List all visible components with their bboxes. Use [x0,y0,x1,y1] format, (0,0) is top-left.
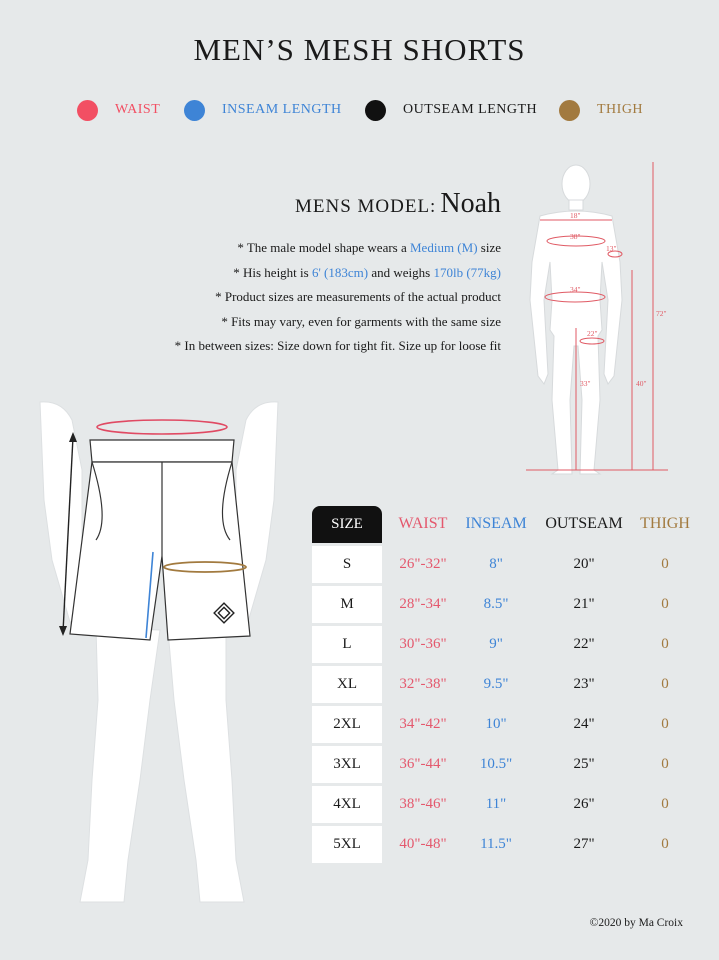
cell-inseam: 8" [489,555,503,572]
legend-label-thigh: THIGH [597,102,644,117]
cell-waist: 38"-46" [399,795,447,812]
cell-size: 4XL [312,786,382,823]
cell-inseam: 11.5" [480,835,512,852]
cell-size: S [312,546,382,583]
cell-waist: 30"-36" [399,635,447,652]
model-heading [295,188,501,220]
cell-thigh: 0 [661,635,669,652]
cell-outseam: 24" [573,715,595,732]
cell-outseam: 23" [573,675,595,692]
label-height: 72" [656,309,667,318]
cell-thigh: 0 [661,675,669,692]
cell-outseam: 22" [573,635,595,652]
cell-thigh: 0 [661,595,669,612]
header-waist: WAIST [398,515,448,532]
label-waist: 34" [570,285,581,294]
page-title: MEN’S MESH SHORTS [193,32,526,67]
cell-inseam: 9.5" [483,675,509,692]
cell-inseam: 11" [485,795,507,812]
label-shoulder: 18" [570,211,581,220]
cell-thigh: 0 [661,755,669,772]
cell-waist: 28"-34" [399,595,447,612]
shorts-illustration [70,440,250,640]
cell-thigh: 0 [661,835,669,852]
model-name: Noah [440,188,501,219]
model-note: * His height is 6' (183cm) and weighs 170lb (77kg) [233,264,501,280]
cell-waist: 34"-42" [399,715,447,732]
model-note: * Product sizes are measurements of the actual product [215,289,501,304]
legend-label-outseam: OUTSEAM LENGTH [403,102,538,117]
cell-size: M [312,586,382,623]
model-note: * The male model shape wears a Medium (M) size [237,240,501,255]
note-highlight: Medium (M) [410,240,478,255]
cell-size: XL [312,666,382,703]
cell-waist: 36"-44" [399,755,447,772]
cell-waist: 26"-32" [399,555,447,572]
cell-inseam: 9" [489,635,503,652]
cell-size: L [312,626,382,663]
note-highlight: 170lb (77kg) [433,264,501,280]
label-inseam: 33" [580,379,591,388]
cell-outseam: 27" [573,835,595,852]
cell-inseam: 10.5" [479,755,513,772]
cell-thigh: 0 [661,715,669,732]
note-highlight: 6' (183cm) [311,264,369,280]
cell-inseam: 8.5" [483,595,509,612]
label-arm: 13" [606,244,617,253]
cell-inseam: 10" [485,715,507,732]
copyright: ©2020 by Ma Croix [589,917,683,929]
label-thigh: 22" [587,329,598,338]
cell-waist: 40"-48" [399,835,447,852]
cell-size: 2XL [312,706,382,743]
header-outseam: OUTSEAM [545,515,623,532]
label-outseam: 40" [636,379,647,388]
model-notes [175,238,501,361]
model-heading-label: MENS MODEL: [294,196,437,217]
legend-label-inseam: INSEAM LENGTH [222,102,342,117]
cell-thigh: 0 [661,795,669,812]
cell-outseam: 25" [573,755,595,772]
header-thigh: THIGH [640,515,690,532]
cell-waist: 32"-38" [399,675,447,692]
cell-size: 3XL [312,746,382,783]
legend-label-waist: WAIST [115,102,161,117]
cell-outseam: 21" [573,595,595,612]
header-inseam: INSEAM [465,515,527,532]
model-note: * Fits may vary, even for garments with the same size [221,313,501,329]
cell-outseam: 20" [573,555,595,572]
label-chest: 38" [570,232,581,241]
cell-thigh: 0 [661,555,669,572]
model-note: * In between sizes: Size down for tight fit. Size up for loose fit [174,338,501,353]
header-size: SIZE [312,506,382,543]
cell-outseam: 26" [573,795,595,812]
cell-size: 5XL [312,826,382,863]
